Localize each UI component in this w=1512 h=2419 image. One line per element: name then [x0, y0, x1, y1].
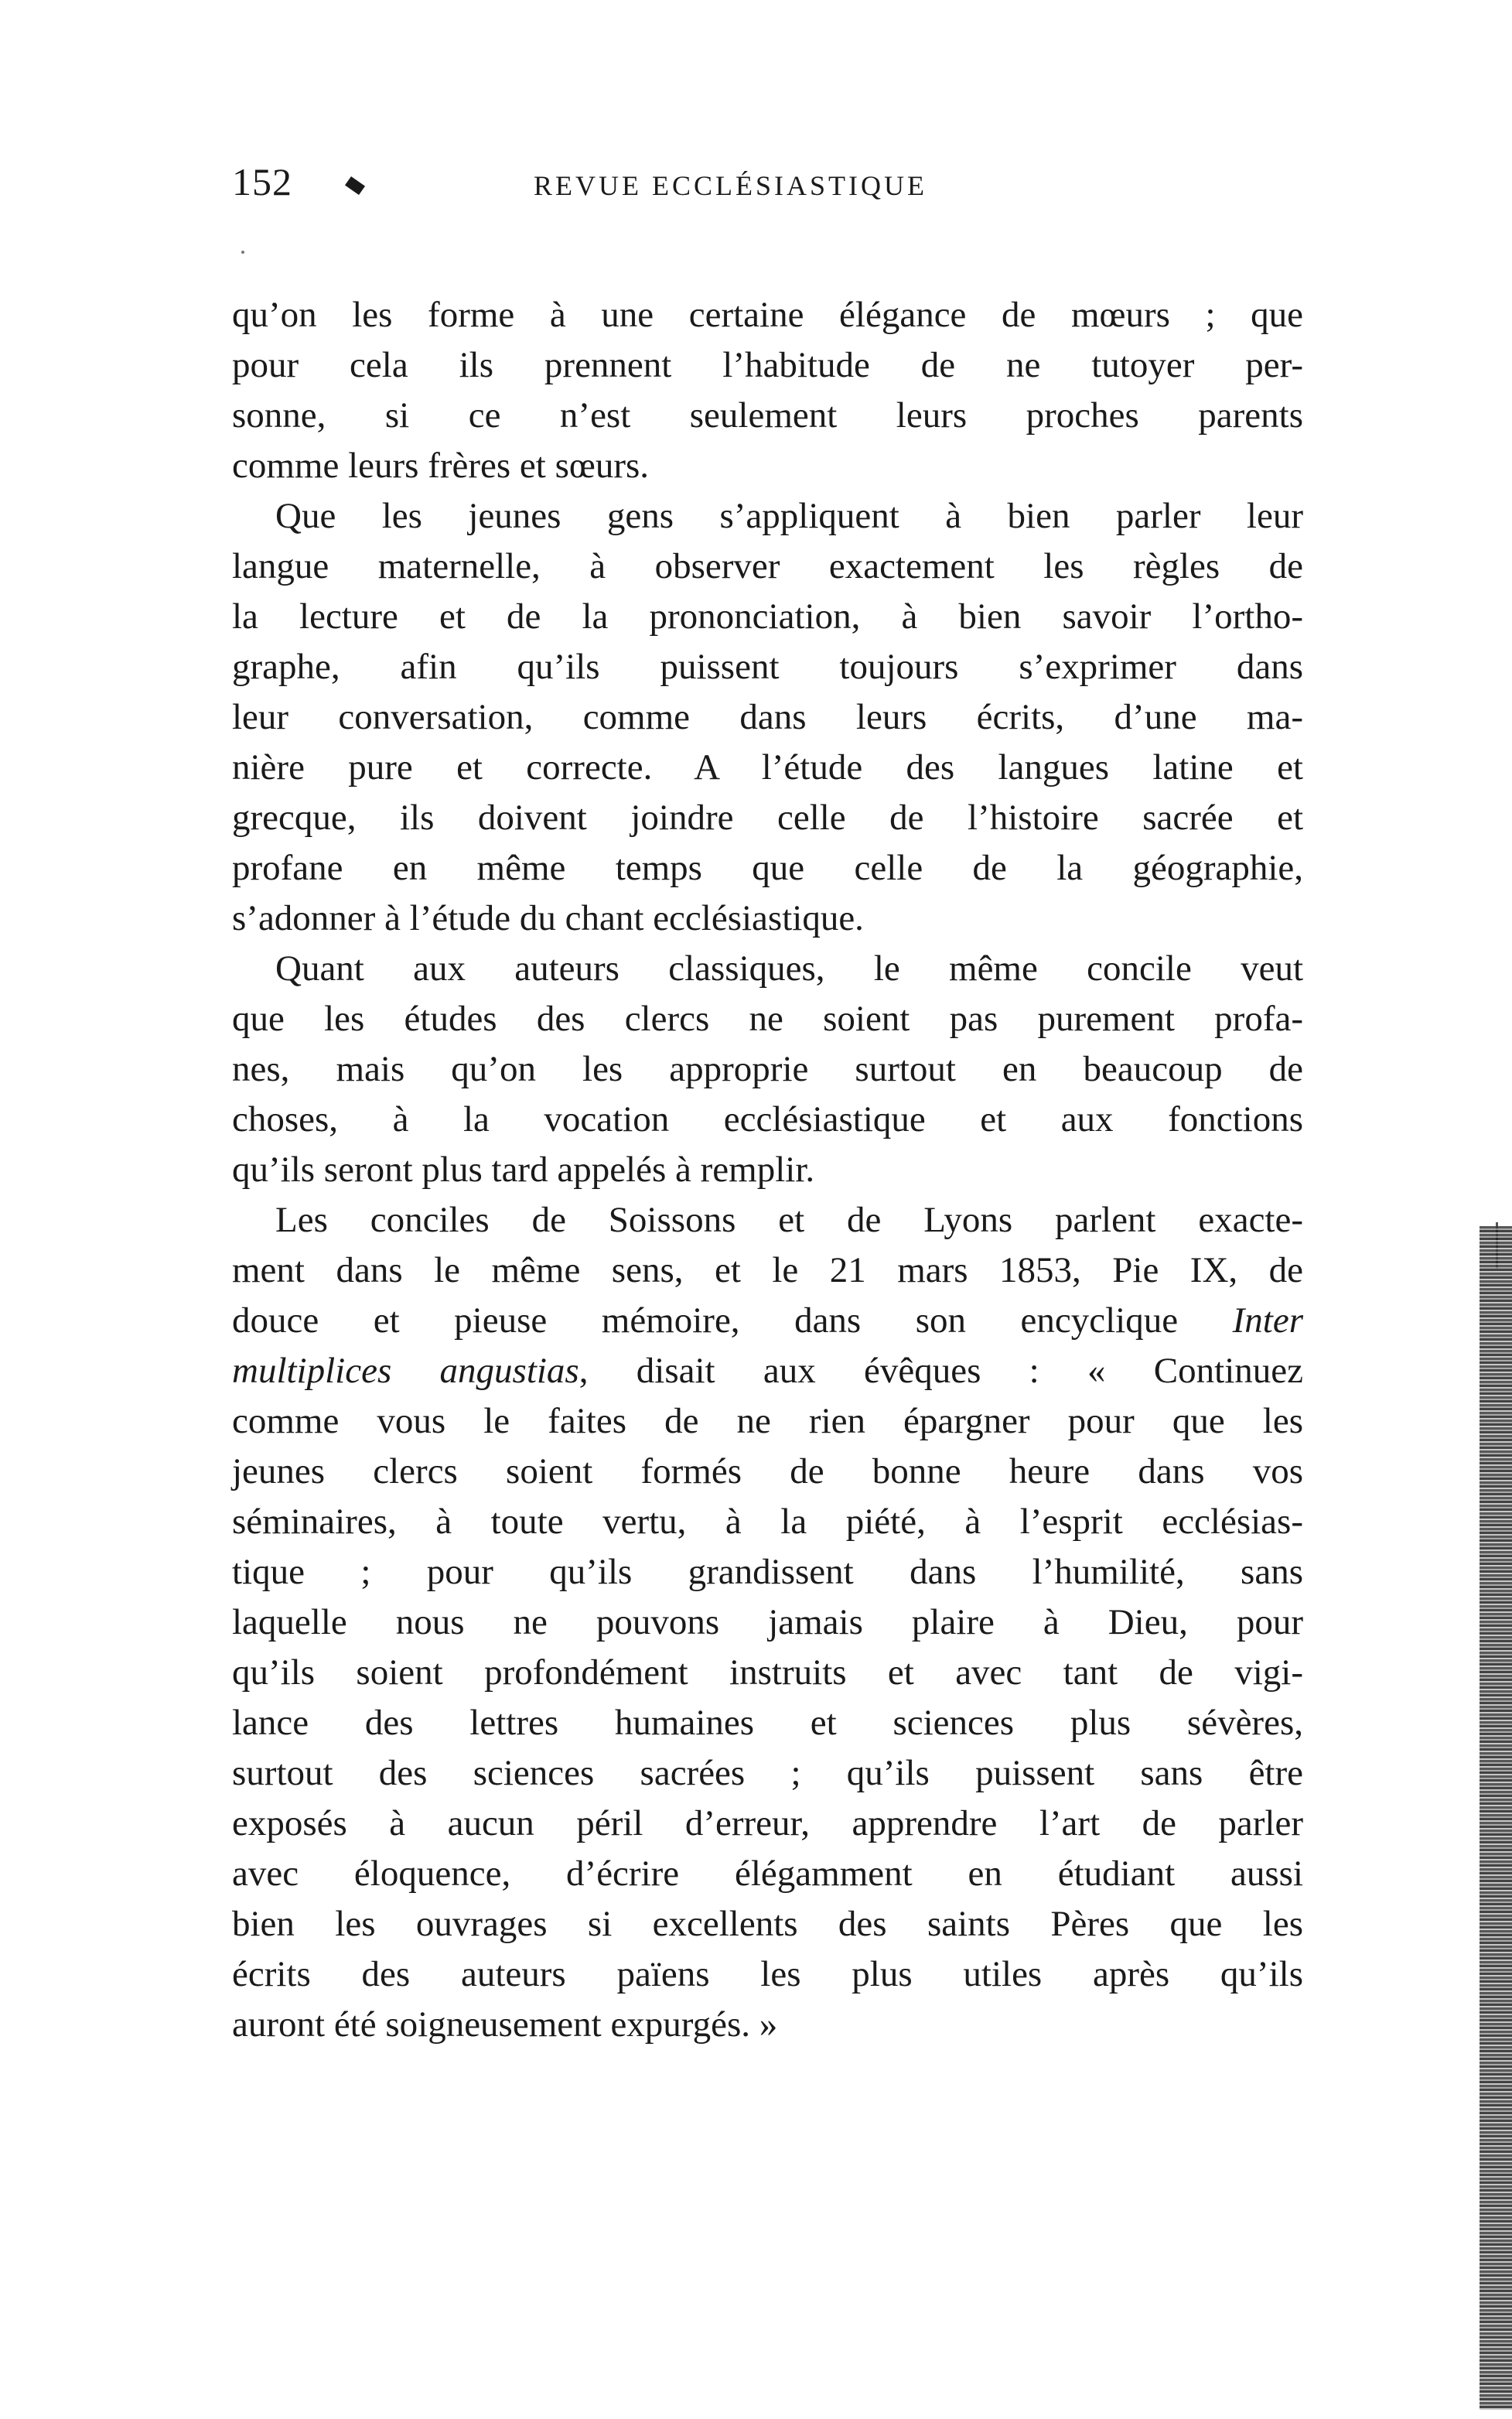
- text-line: [232, 893, 1303, 944]
- ink-speck-icon: [241, 251, 244, 254]
- text-line: [232, 2000, 1303, 2050]
- line-text: auront été soigneusement expurgés. »: [232, 2004, 778, 2045]
- line-text: s’adonner à l’étude du chant ecclésiastique.: [232, 898, 864, 938]
- running-title: REVUE ECCLÉSIASTIQUE: [534, 170, 927, 201]
- text-line: [232, 1396, 1303, 1447]
- italic-title: multiplices angustias: [232, 1351, 579, 1391]
- text-line: [232, 1095, 1303, 1145]
- text-line: [232, 592, 1303, 642]
- line-text: surtout des sciences sacrées ; qu’ils puissent sans être: [232, 1753, 1303, 1793]
- text-line: [232, 1949, 1303, 2000]
- line-text: choses, à la vocation ecclésiastique et aux fonctions: [232, 1099, 1303, 1139]
- text-line: [232, 1849, 1303, 1899]
- text-line: [232, 391, 1303, 441]
- line-text: , disait aux évêques : « Continuez: [579, 1351, 1303, 1391]
- running-head: [232, 159, 1377, 213]
- line-text: pour cela ils prennent l’habitude de ne tutoyer per-: [232, 345, 1303, 385]
- line-text: laquelle nous ne pouvons jamais plaire à Dieu, pour: [232, 1602, 1303, 1642]
- line-text: grecque, ils doivent joindre celle de l’histoire sacrée et: [232, 798, 1303, 838]
- line-text: lance des lettres humaines et sciences plus sévères,: [232, 1703, 1303, 1743]
- text-line: [232, 1899, 1303, 1949]
- line-text: nière pure et correcte. A l’étude des langues latine et: [232, 747, 1303, 788]
- text-line: [232, 743, 1303, 793]
- text-line: [232, 1648, 1303, 1698]
- body-text: [232, 290, 1303, 2050]
- text-line: [232, 290, 1303, 340]
- line-text: comme vous le faites de ne rien épargner pour que les: [232, 1401, 1303, 1441]
- text-line: [232, 1245, 1303, 1296]
- line-text: langue maternelle, à observer exactement les règles de: [232, 546, 1303, 586]
- line-text: avec éloquence, d’écrire élégamment en étudiant aussi: [232, 1854, 1303, 1894]
- line-text: la lecture et de la prononciation, à bien savoir l’ortho-: [232, 596, 1303, 637]
- line-text: tique ; pour qu’ils grandissent dans l’humilité, sans: [232, 1552, 1303, 1592]
- line-text: exposés à aucun péril d’erreur, apprendre l’art de parler: [232, 1803, 1303, 1843]
- text-line: [232, 642, 1303, 692]
- ink-mark-icon: [345, 176, 365, 195]
- line-text: Que les jeunes gens s’appliquent à bien parler leur: [275, 496, 1303, 536]
- text-line: [232, 1698, 1303, 1748]
- line-text: leur conversation, comme dans leurs écrits, d’une ma-: [232, 697, 1303, 737]
- text-line: [232, 1597, 1303, 1648]
- line-text: qu’on les forme à une certaine élégance de mœurs ; que: [232, 295, 1303, 335]
- line-text: douce et pieuse mémoire, dans son encyclique: [232, 1300, 1233, 1341]
- line-text: nes, mais qu’on les approprie surtout en beaucoup de: [232, 1049, 1303, 1089]
- text-line: [232, 692, 1303, 743]
- line-text: séminaires, à toute vertu, à la piété, à l’esprit ecclésias-: [232, 1502, 1303, 1542]
- text-line: [232, 1044, 1303, 1095]
- text-line: [232, 491, 1303, 542]
- text-line: [232, 1547, 1303, 1597]
- text-line: [232, 843, 1303, 893]
- line-text: écrits des auteurs païens les plus utiles après qu’ils: [232, 1954, 1303, 1994]
- text-line: [232, 441, 1303, 491]
- page-edge-strip: [1480, 1226, 1512, 2410]
- text-line: [232, 1195, 1303, 1245]
- text-line: [232, 944, 1303, 994]
- text-line: [232, 1145, 1303, 1195]
- text-line: [232, 542, 1303, 592]
- line-text: que les études des clercs ne soient pas purement profa-: [232, 999, 1303, 1039]
- text-line: [232, 793, 1303, 843]
- text-line: [232, 1748, 1303, 1799]
- line-text: profane en même temps que celle de la géographie,: [232, 848, 1303, 888]
- line-text: qu’ils seront plus tard appelés à remplir.: [232, 1150, 815, 1190]
- italic-title: Inter: [1232, 1300, 1303, 1341]
- text-line: [232, 1346, 1303, 1396]
- line-text: graphe, afin qu’ils puissent toujours s’exprimer dans: [232, 647, 1303, 687]
- line-text: ment dans le même sens, et le 21 mars 1853, Pie IX, de: [232, 1250, 1303, 1290]
- line-text: jeunes clercs soient formés de bonne heure dans vos: [232, 1451, 1303, 1491]
- text-line: [232, 1447, 1303, 1497]
- page-number: 152: [232, 160, 292, 203]
- line-text: comme leurs frères et sœurs.: [232, 446, 650, 486]
- line-text: bien les ouvrages si excellents des saints Pères que les: [232, 1904, 1303, 1944]
- line-text: qu’ils soient profondément instruits et avec tant de vigi-: [232, 1652, 1303, 1693]
- line-text: Les conciles de Soissons et de Lyons parlent exacte-: [275, 1200, 1303, 1240]
- text-line: [232, 1799, 1303, 1849]
- text-line: [232, 1296, 1303, 1346]
- text-line: [232, 994, 1303, 1044]
- text-line: [232, 340, 1303, 391]
- text-line: [232, 1497, 1303, 1547]
- line-text: sonne, si ce n’est seulement leurs proches parents: [232, 395, 1303, 436]
- line-text: Quant aux auteurs classiques, le même concile veut: [275, 948, 1303, 989]
